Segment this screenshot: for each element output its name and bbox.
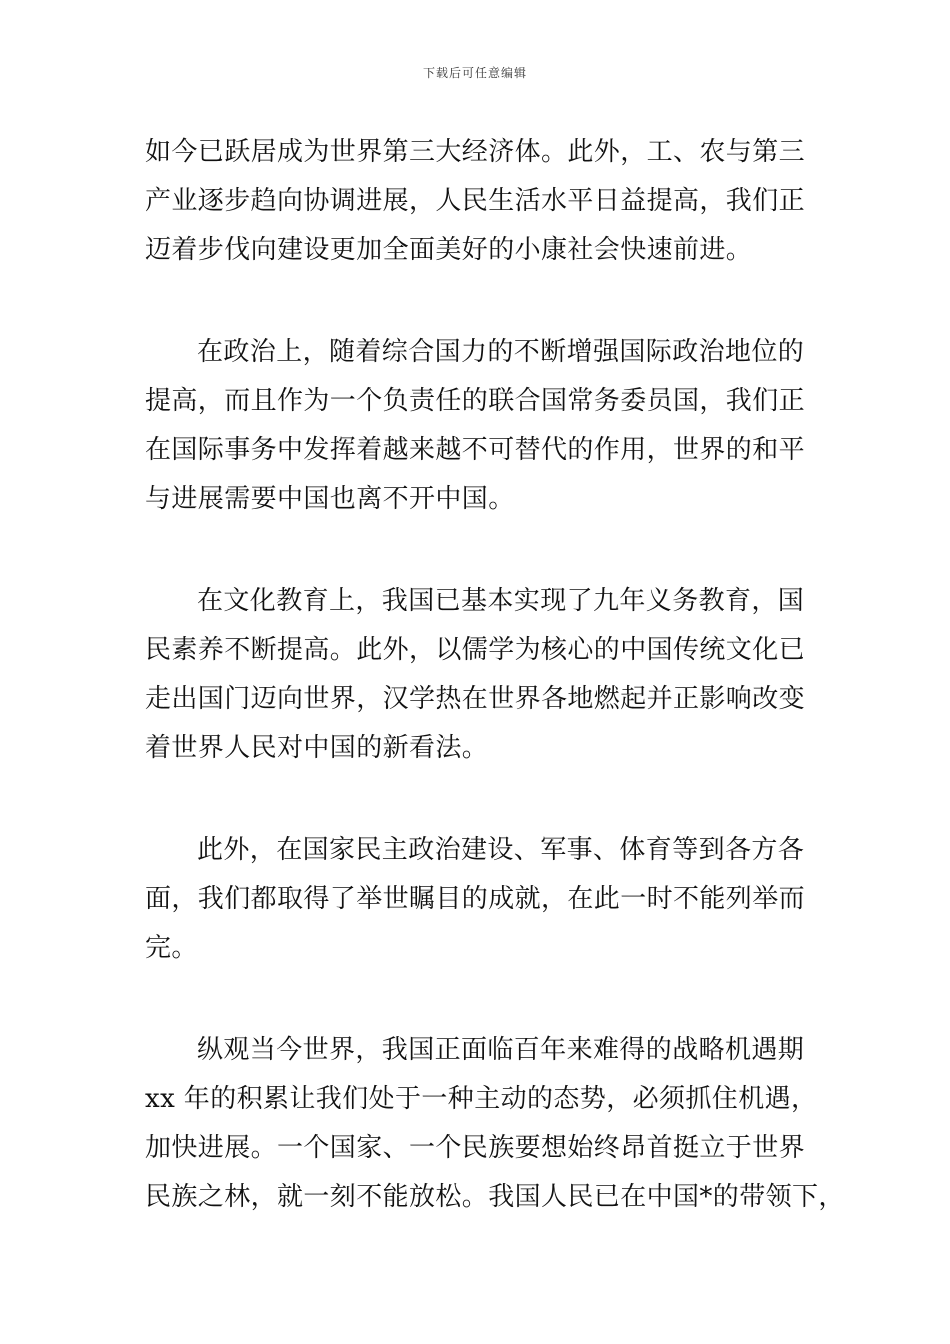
text-line: 产业逐步趋向协调进展，人民生活水平日益提高，我们正 bbox=[145, 186, 806, 216]
paragraph-gap bbox=[145, 973, 810, 1026]
page-header-note: 下载后可任意编辑 bbox=[422, 66, 527, 80]
text-line: 完。 bbox=[145, 933, 198, 963]
text-line: xx 年的积累让我们处于一种主动的态势，必须抓住机遇， bbox=[145, 1084, 818, 1114]
text-line: 在政治上，随着综合国力的不断增强国际政治地位的 bbox=[197, 337, 805, 367]
text-line: 民素养不断提高。此外，以儒学为核心的中国传统文化已 bbox=[145, 635, 806, 665]
text-line: 此外，在国家民主政治建设、军事、体育等到各方各 bbox=[197, 835, 805, 865]
paragraph-economy bbox=[145, 128, 810, 275]
text-line: 在文化教育上，我国已基本实现了九年义务教育，国 bbox=[197, 586, 805, 616]
text-line: 迈着步伐向建设更加全面美好的小康社会快速前进。 bbox=[145, 235, 753, 265]
paragraph-culture-education bbox=[145, 577, 810, 773]
text-line: 面，我们都取得了举世瞩目的成就，在此一时不能列举而 bbox=[145, 884, 806, 914]
paragraph-world-outlook bbox=[145, 1026, 845, 1222]
paragraph-gap bbox=[145, 524, 810, 577]
text-line: 在国际事务中发挥着越来越不可替代的作用，世界的和平 bbox=[145, 435, 806, 465]
text-line: 着世界人民对中国的新看法。 bbox=[145, 733, 489, 763]
document-body bbox=[145, 128, 845, 1222]
text-line: 提高，而且作为一个负责任的联合国常务委员国，我们正 bbox=[145, 386, 806, 416]
paragraph-gap bbox=[145, 275, 810, 328]
text-line: 民族之林，就一刻不能放松。我国人民已在中国*的带领下， bbox=[145, 1182, 845, 1212]
text-line: 如今已跃居成为世界第三大经济体。此外，工、农与第三 bbox=[145, 137, 806, 167]
paragraph-gap bbox=[145, 773, 810, 826]
text-line: 纵观当今世界，我国正面临百年来难得的战略机遇期 bbox=[197, 1035, 805, 1065]
text-line: 走出国门迈向世界，汉学热在世界各地燃起并正影响改变 bbox=[145, 684, 806, 714]
text-line: 与进展需要中国也离不开中国。 bbox=[145, 484, 515, 514]
paragraph-achievements bbox=[145, 826, 810, 973]
text-line: 加快进展。一个国家、一个民族要想始终昂首挺立于世界 bbox=[145, 1133, 806, 1163]
paragraph-politics bbox=[145, 328, 810, 524]
